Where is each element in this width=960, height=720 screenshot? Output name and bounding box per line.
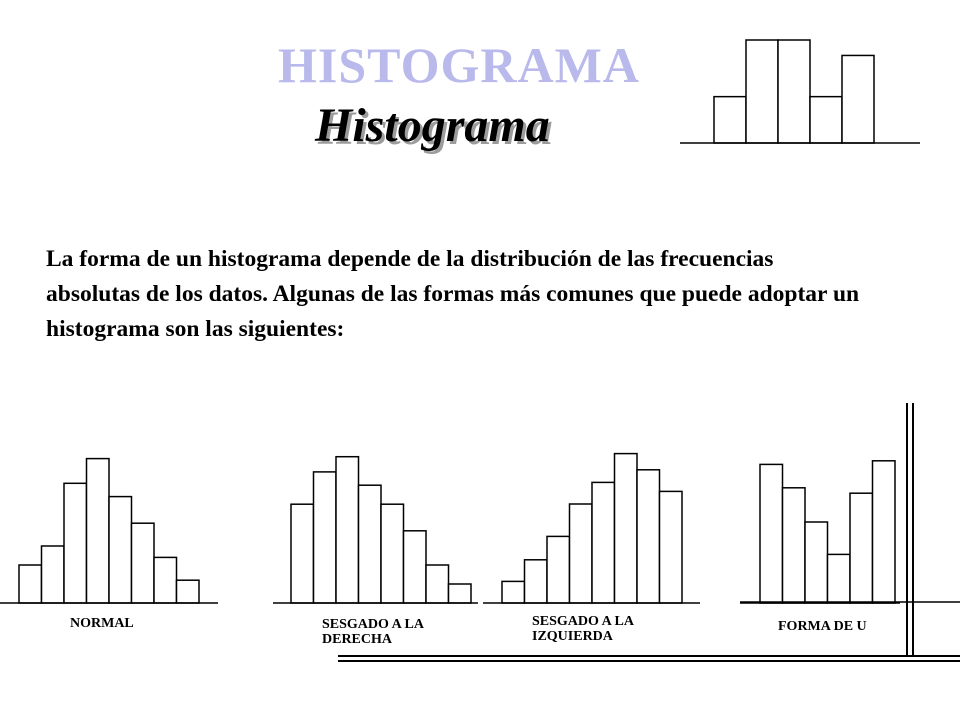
histogram-bar [615,454,638,603]
histogram-label: SESGADO A LA [322,617,424,632]
histogram-bar [810,97,842,143]
histogram-bar [336,457,359,603]
histogram-bar [592,482,615,603]
histogram-bar [783,488,806,603]
histogram-bar [805,522,828,603]
histogram-bar [714,97,746,143]
histogram-bar [154,557,177,603]
histogram-bar [64,483,87,603]
histogram-bar [746,40,778,143]
histogram-bar [547,536,570,603]
histogram-bar [778,40,810,143]
histogram-normal [0,459,218,631]
histogram-bar [570,504,593,603]
histogram-bar [873,461,896,603]
histogram-bar [291,504,314,603]
histogram-bar [842,55,874,143]
histogram-bar [132,523,155,603]
decorative-histogram [680,40,920,143]
histogram-bar [19,565,42,603]
histogram-bar [109,497,132,603]
page-title: Histograma [315,99,550,152]
histogram-sesgado-derecha [273,457,478,647]
histogram-bar [660,491,683,603]
histogram-bar [404,531,427,603]
histogram-forma-u [740,461,900,634]
histogram-label: IZQUIERDA [532,629,613,644]
histogram-label: NORMAL [70,616,134,631]
histogram-bar [637,470,660,603]
body-paragraph: La forma de un histograma depende de la distribución de las frecuencias absolutas de los datos. Algunas de las formas más comunes que puede adoptar un histograma son las siguientes: [46,246,860,342]
histogram-bar [177,580,200,603]
histogram-bar [42,546,65,603]
histogram-bar [314,472,337,603]
histogram-bar [426,565,449,603]
histogram-label: FORMA DE U [778,619,867,634]
histogram-sesgado-izquierda [483,454,700,644]
histogram-bar [449,584,472,603]
histogram-bar [760,464,783,603]
histogram-label: DERECHA [322,632,393,647]
histogram-bar [828,554,851,603]
watermark-title: HISTOGRAMA [278,37,640,93]
histogram-bar [87,459,110,603]
histogram-bar [850,493,873,603]
histogram-bar [525,560,548,603]
histogram-label: SESGADO A LA [532,614,634,629]
histogram-bar [381,504,404,603]
histogram-bar [502,581,525,603]
histogram-bar [359,485,382,603]
